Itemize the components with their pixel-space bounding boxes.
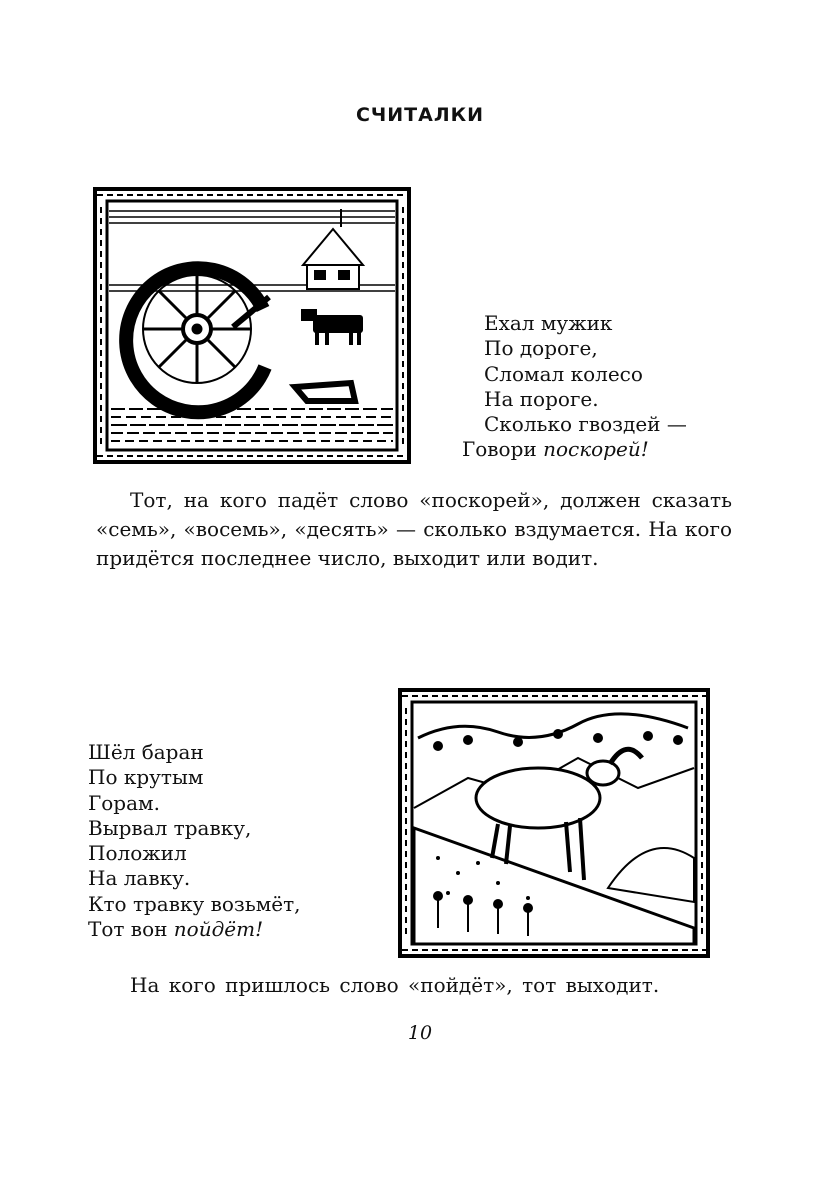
rhyme-2-line: Горам. [88,790,160,815]
rhyme-2-line: На лавку. [88,866,191,891]
page-number: 10 [407,1022,433,1044]
rhyme-2-rule: На кого пришлось слово «пойдёт», тот выходит. [130,973,660,997]
rhyme-1-rule-text: Тот, на кого падёт слово «поскорей», должен сказать «семь», «восемь», «десять» — сколько вздумается. На кого придётся последнее число, выходит или водит. [96,488,732,570]
rhyme-1-line: Ехал мужик [484,311,613,335]
rhyme-1-line: Сломал колесо [484,361,643,386]
rhyme-2-last-plain: Тот вон [88,917,174,942]
ram-on-hill-woodcut-icon [398,688,710,958]
rhyme-1-rule [96,486,732,573]
rhyme-1 [462,311,687,463]
rhyme-1-line: По дороге, [484,336,598,361]
rhyme-2-line: Кто травку возьмёт, [88,891,301,916]
rhyme-2-last-line [88,917,301,942]
rhyme-2-last-italic: пойдёт! [173,917,264,942]
rhyme-1-last-plain: Говори [462,437,544,462]
rhyme-1-line: Сколько гвоздей — [484,412,687,437]
page-title: СЧИТАЛКИ [355,104,485,126]
rhyme-2-line: Положил [88,841,187,866]
rhyme-1-last-line [462,437,687,462]
wheel-cow-house-woodcut-icon [93,187,411,464]
rhyme-2 [88,740,301,942]
rhyme-2-line: Шёл баран [88,740,204,764]
rhyme-2-line: Вырвал травку, [88,815,252,840]
rhyme-1-last-italic: поскорей! [543,437,649,462]
rhyme-1-line: На пороге. [484,386,599,411]
rhyme-2-line: По крутым [88,765,204,790]
